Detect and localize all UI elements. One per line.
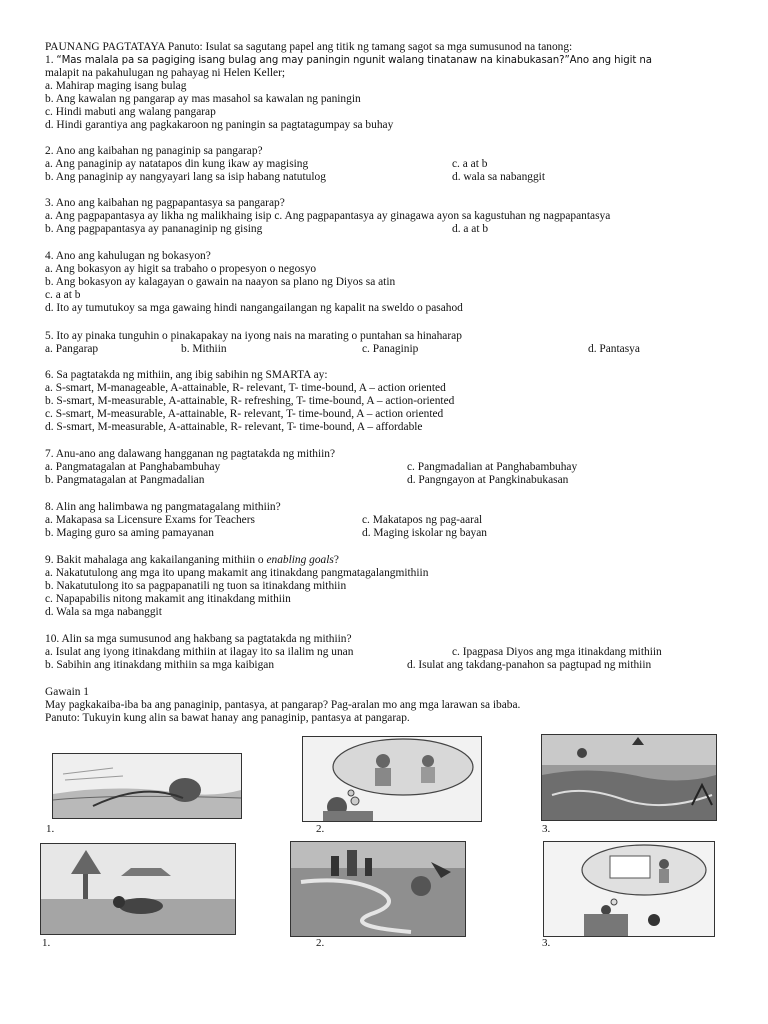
q4-stem: 4. Ano ang kahulugan ng bokasyon? bbox=[45, 250, 211, 262]
row2-label-3: 3. bbox=[542, 937, 551, 949]
q10-option-d: d. Isulat ang takdang-panahon sa pagtupad ng mithiin bbox=[407, 659, 652, 671]
q8-option-b: b. Maging guro sa aming pamayanan bbox=[45, 527, 214, 539]
q3-option-d: d. a at b bbox=[452, 223, 489, 235]
q9-option-b: b. Nakatutulong ito sa pagpapanatili ng tuon sa itinakdang mithiin bbox=[45, 580, 347, 592]
row1-label-2: 2. bbox=[316, 823, 325, 835]
q2-option-d: d. wala sa nabanggit bbox=[452, 171, 545, 183]
q10-option-b: b. Sabihin ang itinakdang mithiin sa mga kaibigan bbox=[45, 659, 275, 671]
q4-option-c: c. a at b bbox=[45, 289, 81, 301]
q6-option-c: c. S-smart, M-measurable, A-attainable, R- relevant, T- time-bound, A – action oriented bbox=[45, 408, 444, 420]
q5-option-a: a. Pangarap bbox=[45, 343, 99, 355]
daydreaming-boy-illustration bbox=[543, 841, 715, 937]
header-line bbox=[45, 41, 572, 54]
q2-option-c: c. a at b bbox=[452, 158, 488, 170]
q5-option-b: b. Mithiin bbox=[181, 343, 227, 355]
q3-stem: 3. Ano ang kaibahan ng pagpapantasya sa pangarap? bbox=[45, 197, 285, 209]
q1-option-d: d. Hindi garantiya ang pagkakaroon ng paningin sa pagtatagumpay sa buhay bbox=[45, 119, 394, 131]
q1-option-a: a. Mahirap maging isang bulag bbox=[45, 80, 187, 92]
q10-option-c: c. Ipagpasa Diyos ang mga itinakdang mithiin bbox=[452, 646, 662, 658]
q6-option-d: d. S-smart, M-measurable, A-attainable, R- relevant, T- time-bound, A – affordable bbox=[45, 421, 423, 433]
q4-option-d: d. Ito ay tumutukoy sa mga gawaing hindi nangangailangan ng kapalit na sweldo o pasahod bbox=[45, 302, 463, 314]
q9-option-d: d. Wala sa mga nabanggit bbox=[45, 606, 162, 618]
q10-option-a: a. Isulat ang iyong itinakdang mithiin at ilagay ito sa ilalim ng unan bbox=[45, 646, 354, 658]
q4-option-a: a. Ang bokasyon ay higit sa trabaho o propesyon o negosyo bbox=[45, 263, 317, 275]
test-title: PAUNANG PAGTATAYA bbox=[45, 41, 166, 53]
boy-sleeping-outdoors-illustration bbox=[40, 843, 236, 935]
row2-label-1: 1. bbox=[42, 937, 51, 949]
q7-option-d: d. Pangngayon at Pangkinabukasan bbox=[407, 474, 569, 486]
q2-option-a: a. Ang panaginip ay natatapos din kung ikaw ay magising bbox=[45, 158, 309, 170]
floating-city-illustration bbox=[290, 841, 466, 937]
q10-stem: 10. Alin sa mga sumusunod ang hakbang sa pagtatakda ng mithiin? bbox=[45, 633, 352, 645]
activity-question: May pagkakaiba-iba ba ang panaginip, pantasya, at pangarap? Pag-aralan mo ang mga larawan sa ibaba. bbox=[45, 699, 521, 711]
q9-stem-emphasis: enabling goals bbox=[266, 554, 334, 566]
q2-option-b: b. Ang panaginip ay nangyayari lang sa isip habang natutulog bbox=[45, 171, 326, 183]
q1-option-b: b. Ang kawalan ng pangarap ay mas masahol sa kawalan ng paningin bbox=[45, 93, 361, 105]
q8-stem: 8. Alin ang halimbawa ng pangmatagalang mithiin? bbox=[45, 501, 281, 513]
q8-option-d: d. Maging iskolar ng bayan bbox=[362, 527, 487, 539]
q5-stem: 5. Ito ay pinaka tunguhin o pinakapakay na iyong nais na marating o puntahan sa hinaharap bbox=[45, 330, 462, 342]
row2-label-2: 2. bbox=[316, 937, 325, 949]
q6-option-a: a. S-smart, M-manageable, A-attainable, R- relevant, T- time-bound, A – action oriented bbox=[45, 382, 446, 394]
q4-option-b: b. Ang bokasyon ay kalagayan o gawain na naayon sa plano ng Diyos sa atin bbox=[45, 276, 396, 288]
dreaming-boy-illustration bbox=[302, 736, 482, 822]
q9-stem-end: ? bbox=[333, 554, 339, 566]
q6-stem: 6. Sa pagtatakda ng mithiin, ang ibig sabihin ng SMARTA ay: bbox=[45, 369, 328, 381]
q2-stem: 2. Ano ang kaibahan ng panaginip sa pangarap? bbox=[45, 145, 263, 157]
q3-option-b: b. Ang pagpapantasya ay pananaginip ng gising bbox=[45, 223, 263, 235]
q7-option-a: a. Pangmatagalan at Panghabambuhay bbox=[45, 461, 221, 473]
q6-option-b: b. S-smart, M-measurable, A-attainable, R- refreshing, T- time-bound, A – action-oriented bbox=[45, 395, 455, 407]
row1-label-1: 1. bbox=[46, 823, 55, 835]
q9-option-c: c. Napapabilis nitong makamit ang itinakdang mithiin bbox=[45, 593, 291, 605]
q1-option-c: c. Hindi mabuti ang walang pangarap bbox=[45, 106, 216, 118]
q5-option-c: c. Panaginip bbox=[362, 343, 419, 355]
sleeping-child-illustration bbox=[52, 753, 242, 819]
q5-option-d: d. Pantasya bbox=[588, 343, 640, 355]
q9-stem bbox=[45, 554, 339, 567]
fantasy-landscape-illustration bbox=[541, 734, 717, 821]
q9-stem-text: 9. Bakit mahalaga ang kakailanganing mithiin o bbox=[45, 554, 267, 566]
q7-option-c: c. Pangmadalian at Panghabambuhay bbox=[407, 461, 578, 473]
activity-title: Gawain 1 bbox=[45, 686, 89, 698]
q1-number: 1. bbox=[45, 54, 54, 66]
q7-option-b: b. Pangmatagalan at Pangmadalian bbox=[45, 474, 205, 486]
q8-option-c: c. Makatapos ng pag-aaral bbox=[362, 514, 483, 526]
q1-stem-cont: malapit na pakahulugan ng pahayag ni Helen Keller; bbox=[45, 67, 286, 79]
activity-instruction: Panuto: Tukuyin kung alin sa bawat hanay ang panaginip, pantasya at pangarap. bbox=[45, 712, 410, 724]
q1-quote: “Mas malala pa sa pagiging isang bulag ang may paningin ngunit walang tinatanaw na kinabukasan?”Ano ang higit na bbox=[56, 55, 652, 66]
q1-stem bbox=[45, 54, 652, 67]
q7-stem: 7. Anu-ano ang dalawang hangganan ng pagtatakda ng mithiin? bbox=[45, 448, 336, 460]
q3-option-a-c: a. Ang pagpapantasya ay likha ng malikhaing isip c. Ang pagpapantasya ay ginagawa ayon sa kagustuhan ng nagpapantasya bbox=[45, 210, 611, 222]
q8-option-a: a. Makapasa sa Licensure Exams for Teachers bbox=[45, 514, 255, 526]
row1-label-3: 3. bbox=[542, 823, 551, 835]
test-instruction: Panuto: Isulat sa sagutang papel ang titik ng tamang sagot sa mga sumusunod na tanong: bbox=[167, 41, 573, 53]
q9-option-a: a. Nakatutulong ang mga ito upang makamit ang itinakdang pangmatagalangmithiin bbox=[45, 567, 429, 579]
